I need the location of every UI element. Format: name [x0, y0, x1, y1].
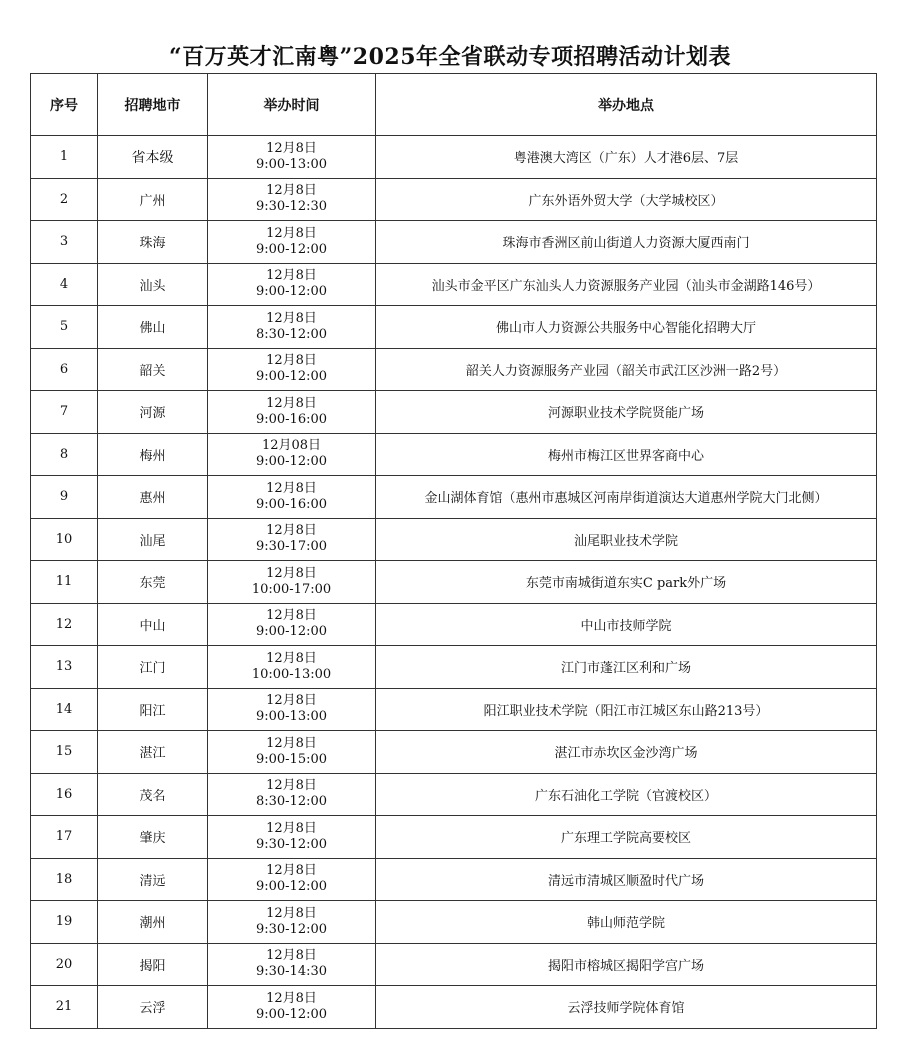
row-venue: 金山湖体育馆（惠州市惠城区河南岸街道演达大道惠州学院大门北侧） [376, 476, 877, 519]
row-hours: 9:00-16:00 [255, 411, 328, 427]
row-date: 12月8日 [266, 140, 317, 156]
row-date: 12月8日 [266, 693, 317, 709]
row-time [208, 263, 376, 306]
row-seq: 19 [31, 901, 98, 944]
row-venue: 揭阳市榕城区揭阳学宫广场 [376, 943, 877, 986]
header-seq: 序号 [31, 74, 98, 136]
row-venue: 云浮技师学院体育馆 [376, 986, 877, 1029]
row-seq: 17 [31, 816, 98, 859]
row-seq: 13 [31, 646, 98, 689]
row-city: 潮州 [98, 901, 208, 944]
row-hours: 9:00-13:00 [255, 156, 328, 172]
row-hours: 9:30-17:00 [255, 539, 328, 555]
row-seq: 2 [31, 178, 98, 221]
table-row [31, 306, 877, 349]
row-date: 12月8日 [266, 480, 317, 496]
row-time [208, 603, 376, 646]
table-row [31, 986, 877, 1029]
row-city: 清远 [98, 858, 208, 901]
row-city: 东莞 [98, 561, 208, 604]
table-row [31, 816, 877, 859]
row-time [208, 858, 376, 901]
row-city: 中山 [98, 603, 208, 646]
row-time [208, 773, 376, 816]
table-row [31, 561, 877, 604]
row-time [208, 688, 376, 731]
row-venue: 粤港澳大湾区（广东）人才港6层、7层 [376, 136, 877, 179]
row-seq: 14 [31, 688, 98, 731]
row-venue: 韶关人力资源服务产业园（韶关市武江区沙洲一路2号） [376, 348, 877, 391]
table-row [31, 433, 877, 476]
row-seq: 16 [31, 773, 98, 816]
row-seq: 20 [31, 943, 98, 986]
row-hours: 9:30-14:30 [255, 964, 328, 980]
row-hours: 9:30-12:00 [255, 921, 328, 937]
table-row [31, 603, 877, 646]
row-venue: 东莞市南城街道东实C park外广场 [376, 561, 877, 604]
row-date: 12月8日 [266, 820, 317, 836]
row-venue: 珠海市香洲区前山街道人力资源大厦西南门 [376, 221, 877, 264]
table-row [31, 391, 877, 434]
row-city: 江门 [98, 646, 208, 689]
row-seq: 11 [31, 561, 98, 604]
row-time [208, 306, 376, 349]
row-date: 12月8日 [266, 735, 317, 751]
table-row [31, 476, 877, 519]
recruitment-plan-table [30, 73, 877, 1029]
row-venue: 河源职业技术学院贤能广场 [376, 391, 877, 434]
row-seq: 3 [31, 221, 98, 264]
row-venue: 韩山师范学院 [376, 901, 877, 944]
row-hours: 9:00-12:00 [255, 624, 328, 640]
row-date: 12月8日 [266, 395, 317, 411]
row-hours: 10:00-17:00 [251, 581, 332, 597]
row-city: 河源 [98, 391, 208, 434]
row-time [208, 901, 376, 944]
row-city: 揭阳 [98, 943, 208, 986]
row-city: 省本级 [98, 136, 208, 179]
row-date: 12月8日 [266, 268, 317, 284]
row-time [208, 561, 376, 604]
row-city: 韶关 [98, 348, 208, 391]
row-venue: 阳江职业技术学院（阳江市江城区东山路213号） [376, 688, 877, 731]
row-venue: 中山市技师学院 [376, 603, 877, 646]
row-hours: 9:00-12:00 [255, 454, 328, 470]
row-seq: 15 [31, 731, 98, 774]
row-time [208, 391, 376, 434]
row-venue: 汕尾职业技术学院 [376, 518, 877, 561]
row-time [208, 646, 376, 689]
row-venue: 广东石油化工学院（官渡校区） [376, 773, 877, 816]
row-hours: 9:00-12:00 [255, 284, 328, 300]
row-date: 12月8日 [266, 863, 317, 879]
row-time [208, 136, 376, 179]
row-seq: 7 [31, 391, 98, 434]
row-hours: 9:30-12:30 [255, 199, 328, 215]
row-date: 12月8日 [266, 990, 317, 1006]
row-venue: 汕头市金平区广东汕头人力资源服务产业园（汕头市金湖路146号） [376, 263, 877, 306]
row-venue: 广东理工学院高要校区 [376, 816, 877, 859]
row-city: 佛山 [98, 306, 208, 349]
row-venue: 佛山市人力资源公共服务中心智能化招聘大厅 [376, 306, 877, 349]
row-date: 12月8日 [266, 608, 317, 624]
row-date: 12月8日 [266, 778, 317, 794]
row-city: 湛江 [98, 731, 208, 774]
row-time [208, 518, 376, 561]
table-row [31, 518, 877, 561]
row-time [208, 816, 376, 859]
row-city: 珠海 [98, 221, 208, 264]
row-seq: 5 [31, 306, 98, 349]
row-city: 云浮 [98, 986, 208, 1029]
row-city: 阳江 [98, 688, 208, 731]
table-row [31, 943, 877, 986]
row-seq: 18 [31, 858, 98, 901]
row-city: 茂名 [98, 773, 208, 816]
row-seq: 4 [31, 263, 98, 306]
row-city: 梅州 [98, 433, 208, 476]
row-city: 汕尾 [98, 518, 208, 561]
row-seq: 12 [31, 603, 98, 646]
row-hours: 9:00-12:00 [255, 879, 328, 895]
table-row [31, 858, 877, 901]
row-venue: 江门市蓬江区利和广场 [376, 646, 877, 689]
row-date: 12月8日 [266, 353, 317, 369]
row-seq: 9 [31, 476, 98, 519]
row-date: 12月8日 [266, 948, 317, 964]
table-row [31, 136, 877, 179]
row-hours: 9:00-15:00 [255, 751, 328, 767]
row-date: 12月8日 [266, 905, 317, 921]
header-venue: 举办地点 [376, 74, 877, 136]
header-city: 招聘地市 [98, 74, 208, 136]
table-row [31, 688, 877, 731]
row-city: 惠州 [98, 476, 208, 519]
row-date: 12月8日 [266, 183, 317, 199]
row-time [208, 986, 376, 1029]
row-venue: 清远市清城区顺盈时代广场 [376, 858, 877, 901]
row-seq: 8 [31, 433, 98, 476]
table-row [31, 263, 877, 306]
row-hours: 9:00-16:00 [255, 496, 328, 512]
row-hours: 8:30-12:00 [255, 794, 328, 810]
row-time [208, 348, 376, 391]
row-date: 12月8日 [266, 523, 317, 539]
row-hours: 10:00-13:00 [251, 666, 332, 682]
row-time [208, 731, 376, 774]
table-row [31, 773, 877, 816]
row-venue: 广东外语外贸大学（大学城校区） [376, 178, 877, 221]
table-row [31, 901, 877, 944]
row-time [208, 433, 376, 476]
table-row [31, 731, 877, 774]
row-date: 12月8日 [266, 225, 317, 241]
table-row [31, 348, 877, 391]
row-hours: 9:00-12:00 [255, 1006, 328, 1022]
page-title: “百万英才汇南粤”2025年全省联动专项招聘活动计划表 [168, 44, 732, 70]
row-time [208, 943, 376, 986]
row-venue: 梅州市梅江区世界客商中心 [376, 433, 877, 476]
row-time [208, 221, 376, 264]
row-time [208, 476, 376, 519]
row-date: 12月8日 [266, 310, 317, 326]
row-seq: 6 [31, 348, 98, 391]
row-city: 汕头 [98, 263, 208, 306]
row-hours: 9:00-12:00 [255, 241, 328, 257]
row-seq: 1 [31, 136, 98, 179]
table-row [31, 221, 877, 264]
header-time: 举办时间 [208, 74, 376, 136]
row-seq: 10 [31, 518, 98, 561]
row-seq: 21 [31, 986, 98, 1029]
table-row [31, 646, 877, 689]
row-time [208, 178, 376, 221]
row-date: 12月8日 [266, 565, 317, 581]
table-header-row [31, 74, 877, 136]
row-city: 肇庆 [98, 816, 208, 859]
row-city: 广州 [98, 178, 208, 221]
table-body [31, 136, 877, 1029]
row-date: 12月8日 [266, 650, 317, 666]
row-hours: 9:00-13:00 [255, 709, 328, 725]
row-hours: 9:00-12:00 [255, 369, 328, 385]
row-date: 12月08日 [261, 438, 322, 454]
row-hours: 9:30-12:00 [255, 836, 328, 852]
row-venue: 湛江市赤坎区金沙湾广场 [376, 731, 877, 774]
row-hours: 8:30-12:00 [255, 326, 328, 342]
table-row [31, 178, 877, 221]
